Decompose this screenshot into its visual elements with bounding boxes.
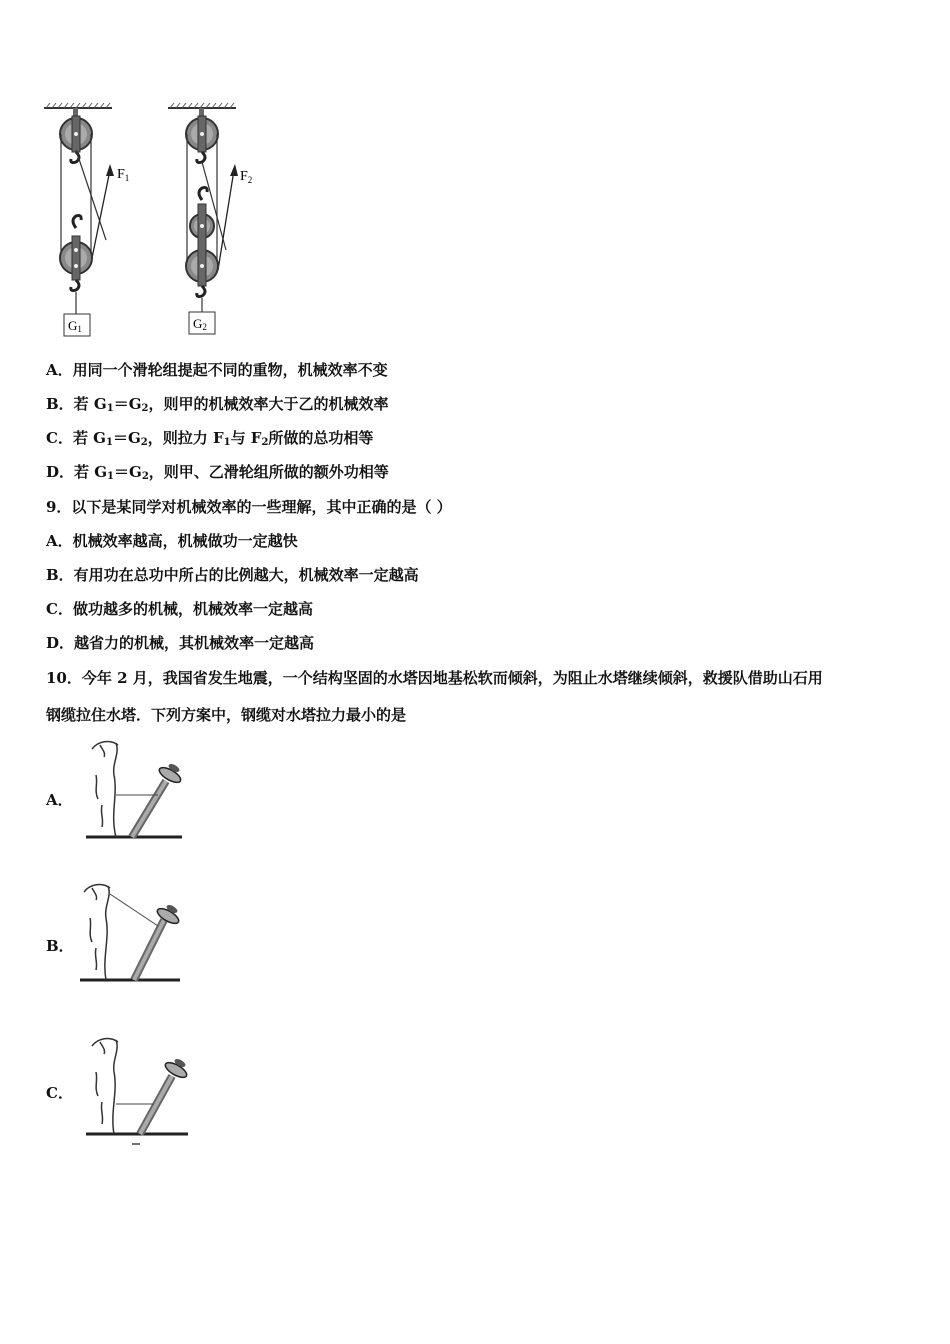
right-weight-label: G2 — [193, 316, 207, 332]
q9-option-c: C．做功越多的机械，机械效率一定越高 — [46, 600, 313, 618]
left-weight-label: G1 — [68, 318, 82, 334]
q8-option-b: B．若 $G_1=G_2$，则甲的机械效率大于乙的机械效率 — [46, 395, 389, 414]
q10-option-c-figure — [82, 1030, 192, 1148]
q8-option-c: C．若 $G_1=G_2$，则拉力 $F_1$与 $F_2$所做的总功相等 — [46, 429, 374, 448]
q9-option-b: B．有用功在总功中所占的比例越大，机械效率一定越高 — [46, 566, 419, 584]
q10-option-c-label: C． — [46, 1084, 73, 1102]
left-fixed-pulley — [60, 108, 92, 163]
q9-option-d: D．越省力的机械，其机械效率一定越高 — [46, 634, 315, 652]
q9-stem: 9．以下是某同学对机械效率的一些理解，其中正确的是（ ） — [46, 498, 452, 516]
right-force-label: $F_2$ — [240, 169, 253, 185]
left-ceiling — [44, 103, 112, 108]
left-movable-pulley — [60, 216, 92, 291]
q10-option-a-label: A． — [46, 791, 73, 809]
q10-option-b-figure — [76, 878, 186, 988]
q9-option-a: A．机械效率越高，机械做功一定越快 — [46, 532, 298, 550]
q10-option-a-figure — [80, 735, 190, 845]
right-ceiling — [168, 103, 236, 108]
q10-stem-line2: 钢缆拉住水塔．下列方案中，钢缆对水塔拉力最小的是 — [46, 706, 407, 724]
right-fixed-pulley — [186, 108, 218, 163]
left-force-label: $F_1$ — [117, 167, 130, 183]
q10-option-b-label: B． — [46, 937, 74, 955]
q8-option-a: A．用同一个滑轮组提起不同的重物，机械效率不变 — [46, 361, 388, 379]
q10-stem-line1: 10．今年 2 月，我国省发生地震，一个结构坚固的水塔因地基松软而倾斜，为阻止水塔继续倾斜，救援队借助山石用 — [46, 669, 823, 687]
pulley-system-figure — [40, 100, 280, 345]
q8-option-d: D．若 $G_1=G_2$，则甲、乙滑轮组所做的额外功相等 — [46, 463, 389, 482]
